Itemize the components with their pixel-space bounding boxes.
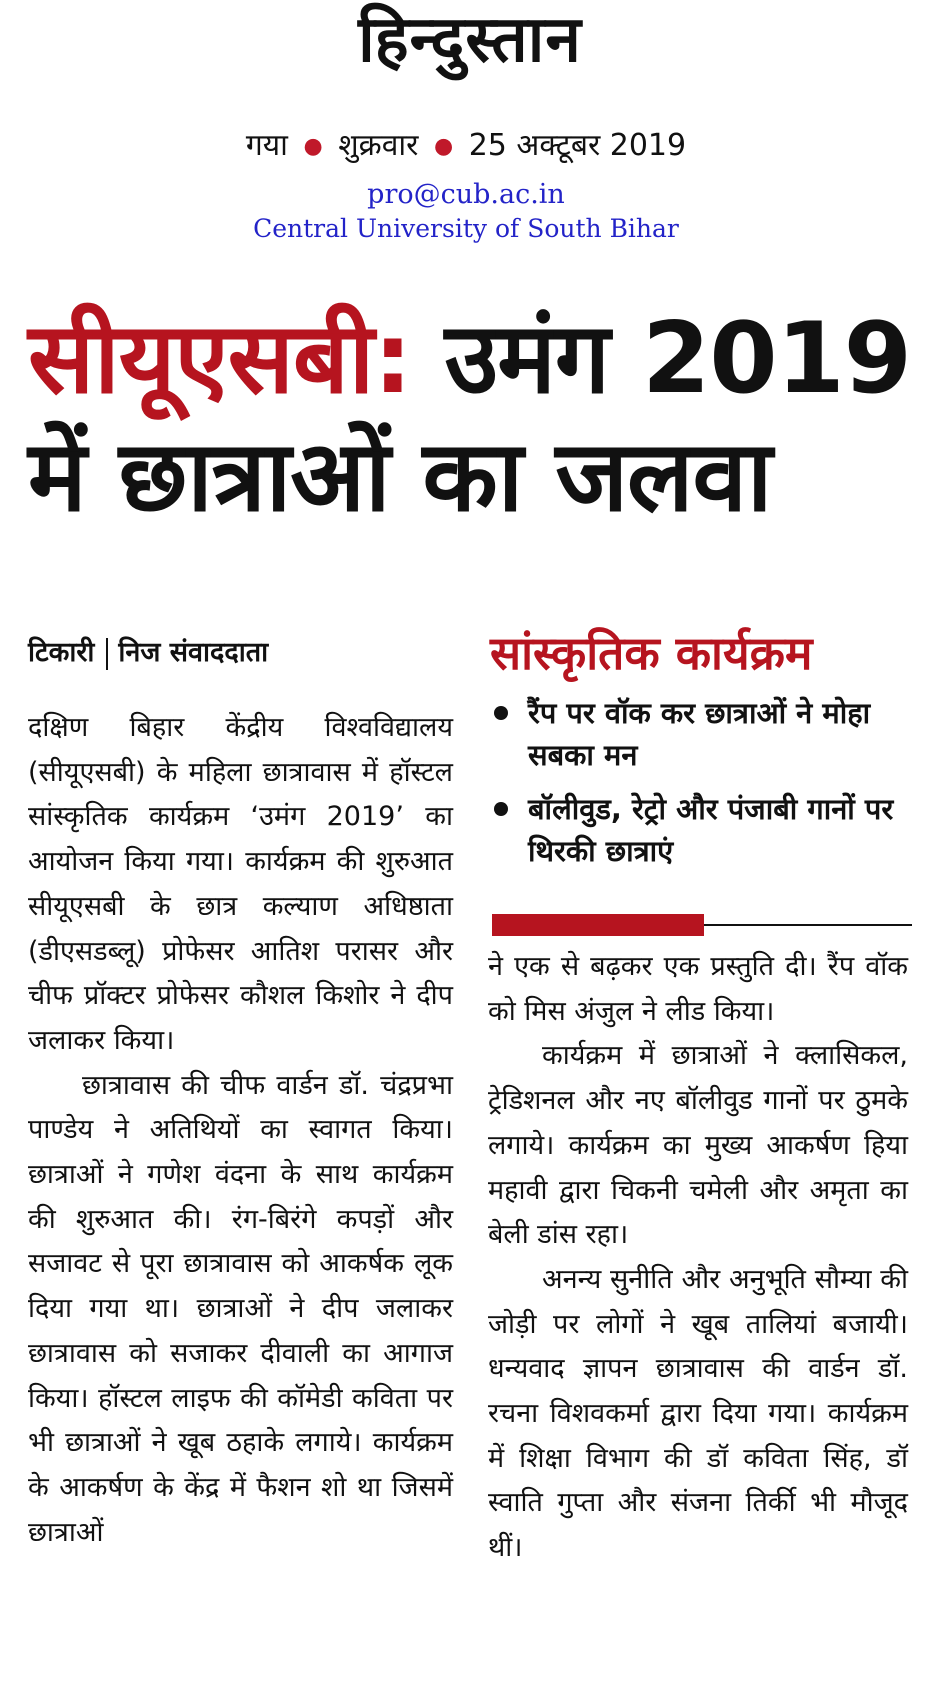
dateline-separator: ●: [433, 133, 454, 159]
byline: [28, 636, 268, 670]
masthead: [0, 0, 932, 80]
highlight-text: बॉलीवुड, रेट्रो और पंजाबी गानों पर थिरकी छात्राएं: [528, 792, 894, 868]
dateline-day: शुक्रवार: [338, 128, 419, 163]
contact-email: pro@cub.ac.in: [367, 179, 565, 210]
article-paragraph: अनन्य सुनीति और अनुभूति सौम्या की जोड़ी पर लोगों ने खूब तालियां बजायी। धन्यवाद ज्ञापन छात्रावास की वार्डन डॉ. रचना विशवकर्मा द्वारा दिया गया। कार्यक्रम में शिक्षा विभाग की डॉ कविता सिंह, डॉ स्वाति गुप्ता और संजना तिर्की भी मौजूद थीं।: [488, 1263, 908, 1564]
headline-line-1-rest: उमंग 2019: [411, 302, 911, 416]
article-paragraph: छात्रावास की चीफ वार्डन डॉ. चंद्रप्रभा पाण्डेय ने अतिथियों का स्वागत किया। छात्राओं ने गणेश वंदना के साथ कार्यक्रम की शुरुआत की। रंग-बिरंगे कपड़ों और सजावट से पूरा छात्रावास को आकर्षक लूक दिया गया था। छात्राओं ने दीप जलाकर छात्रावास को सजाकर दीवाली का आगाज किया। हॉस्टल लाइफ की कॉमेडी कविता पर भी छात्राओं ने खूब ठहाके लगाये। कार्यक्रम के आकर्षण के केंद्र में फैशन शो था जिसमें छात्राओं: [28, 1069, 453, 1548]
dateline-date: 25 अक्टूबर 2019: [468, 128, 687, 163]
institution-name: Central University of South Bihar: [253, 214, 679, 243]
highlight-item: [490, 788, 910, 872]
byline-reporter: निज संवाददाता: [118, 637, 269, 668]
highlights-title: सांस्कृतिक कार्यक्रम: [490, 626, 813, 680]
divider-thin-line: [704, 924, 912, 926]
headline-line-2: में छात्राओं का जलवा: [28, 420, 772, 534]
section-divider-rule: [492, 912, 912, 940]
bullet-icon: [494, 706, 508, 720]
headline-line-1: [28, 300, 918, 418]
article-paragraph: ने एक से बढ़कर एक प्रस्तुति दी। रैंप वॉक को मिस अंजुल ने लीड किया।: [488, 951, 908, 1027]
byline-location: टिकारी: [28, 637, 95, 668]
article-paragraph: दक्षिण बिहार केंद्रीय विश्वविद्यालय (सीयूएसबी) के महिला छात्रावास में हॉस्टल सांस्कृतिक कार्यक्रम ‘उमंग 2019’ का आयोजन किया गया। कार्यक्रम की शुरुआत सीयूएसबी के छात्र कल्याण अधिष्ठाता (डीएसडब्लू) प्रोफेसर आतिश परासर और चीफ प्रॉक्टर प्रोफेसर कौशल किशोर ने दीप जलाकर किया।: [28, 712, 453, 1056]
dateline-separator: ●: [303, 133, 323, 159]
dateline-city: गया: [245, 128, 288, 163]
article-column-left: [28, 706, 453, 1555]
highlight-text: रैंप पर वॉक कर छात्राओं ने मोहा सबका मन: [528, 696, 871, 772]
headline-kicker: सीयूएसबी:: [28, 302, 412, 416]
highlights-box: [490, 624, 910, 884]
newspaper-name: हिन्दुस्तान: [358, 3, 582, 77]
contact-block: [0, 178, 932, 246]
byline-divider: [106, 638, 108, 670]
highlight-item: [490, 692, 910, 776]
bullet-icon: [494, 802, 508, 816]
dateline: [0, 128, 932, 165]
divider-red-bar: [492, 914, 704, 936]
highlights-list: [490, 692, 910, 872]
headline: [28, 300, 918, 536]
article-column-right: [488, 945, 908, 1571]
article-paragraph: कार्यक्रम में छात्राओं ने क्लासिकल, ट्रेडिशनल और नए बॉलीवुड गानों पर ठुमके लगाये। कार्यक्रम का मुख्य आकर्षण हिया महावी द्वारा चिकनी चमेली और अमृता का बेली डांस रहा।: [488, 1040, 908, 1251]
